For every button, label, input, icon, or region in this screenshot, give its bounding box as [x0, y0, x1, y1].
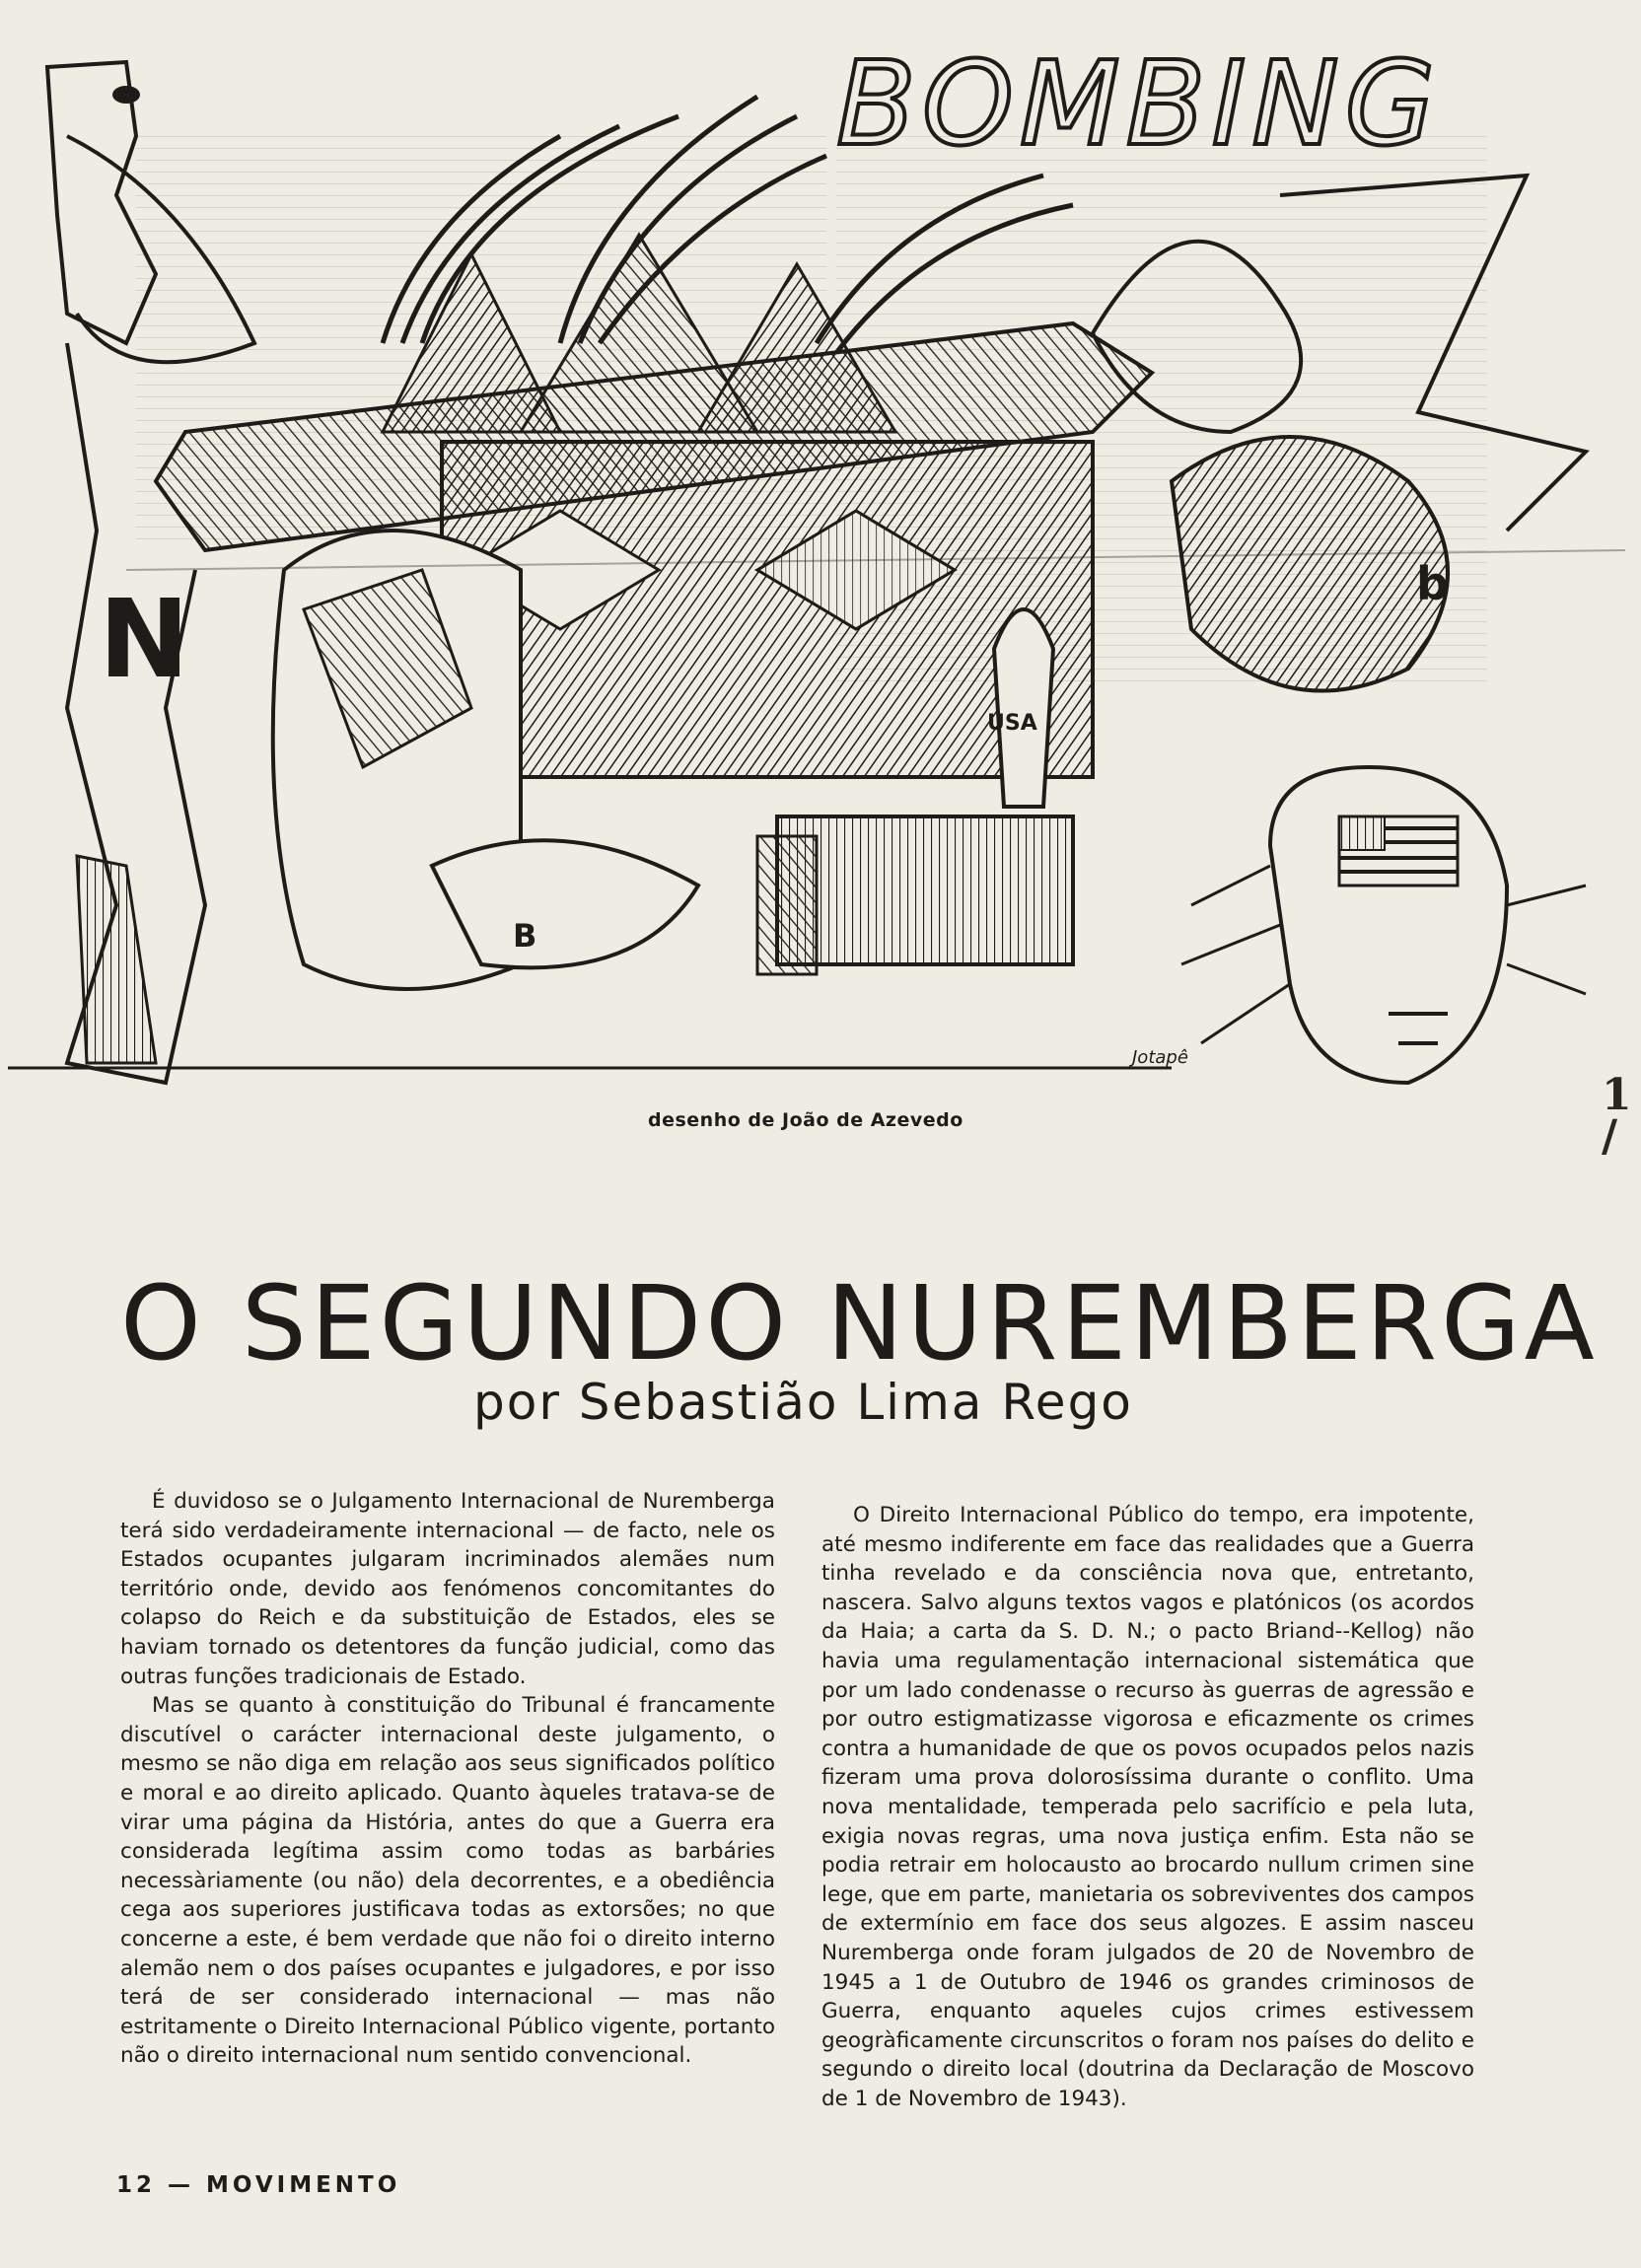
bombing-lettering [836, 35, 1441, 172]
svg-text:B: B [513, 917, 537, 955]
article-byline: por Sebastião Lima Rego [473, 1374, 1133, 1431]
right-column [821, 1501, 1474, 2113]
paragraph: É duvidoso se o Julgamento Internacional de Nuremberga terá sido verdadeiramente internacional — de facto, nele os Estados ocupantes julgaram incriminados alemães num território onde, devido aos fenómenos concomitantes do colapso do Reich e da substituição de Estados, eles se haviam tornado os detentores da função judicial, como das outras funções tradicionais de Estado. [120, 1489, 775, 1689]
svg-text:Jotapê: Jotapê [1132, 1047, 1188, 1068]
paragraph: Mas se quanto à constituição do Tribunal é francamente discutível o carácter internacional deste julgamento, o mesmo se não diga em relação aos seus significados político e moral e ao direito aplicado. Quanto àqueles tratava-se de virar uma página da História, antes do que a Guerra era considerada legítima assim como todas as barbáries necessàriamente (ou não) dela decorrentes, e a obediência cega aos superiores justificava todas as extorsões; no que concerne a este, é bem verdade que não foi o direito interno alemão nem o dos países ocupantes e julgadores, e por isso terá de ser considerado internacional — mas não estritamente o Direito Internacional Público vigente, portanto não o direito internacional num sentido convencional. [120, 1693, 775, 2069]
left-column [120, 1487, 775, 2071]
paragraph: O Direito Internacional Público do tempo, era impotente, até mesmo indiferente em face das realidades que a Guerra tinha revelado e da consciência nova que, entretanto, nascera. Salvo alguns textos vagos e platónicos (os acordos da Haia; a carta da S. D. N.; o pacto Briand--Kellog) não havia uma regulamentação internacional sistemática que por um lado condenasse o recurso às guerras de agressão e por outro estigmatizasse vigorosa e eficazmente os crimes contra a humanidade de que os povos ocupados pelos nazis fizeram uma prova dolorosíssima durante o conflito. Uma nova mentalidade, temperada pelo sacrifício e pela luta, exigia novas regras, uma nova justiça enfim. Esta não se podia retrair em holocausto ao brocardo nullum crimen sine lege, que em parte, manietaria os sobreviventes dos campos de extermínio em face dos seus algozes. E assim nasceu Nuremberga onde foram julgados de 20 de Novembro de 1945 a 1 de Outubro de 1946 os grandes criminosos de Guerra, enquanto aqueles cujos crimes estivessem geogràficamente circunscritos o foram nos países do delito e segundo o direito local (doutrina da Declaração de Moscovo de 1 de Novembro de 1943). [821, 1503, 1474, 2111]
page-footer: 12 — MOVIMENTO [116, 2172, 401, 2198]
margin-mark: 1 / [1602, 1070, 1632, 1162]
svg-text:b: b [1416, 557, 1449, 610]
ink-illustration [8, 18, 1635, 1112]
svg-text:N: N [99, 576, 190, 702]
svg-text:USA: USA [987, 711, 1037, 736]
svg-text:BOMBING: BOMBING [836, 35, 1442, 172]
article-title: O SEGUNDO NUREMBERGA [120, 1262, 1599, 1383]
illustration-credit: desenho de João de Azevedo [648, 1109, 963, 1131]
